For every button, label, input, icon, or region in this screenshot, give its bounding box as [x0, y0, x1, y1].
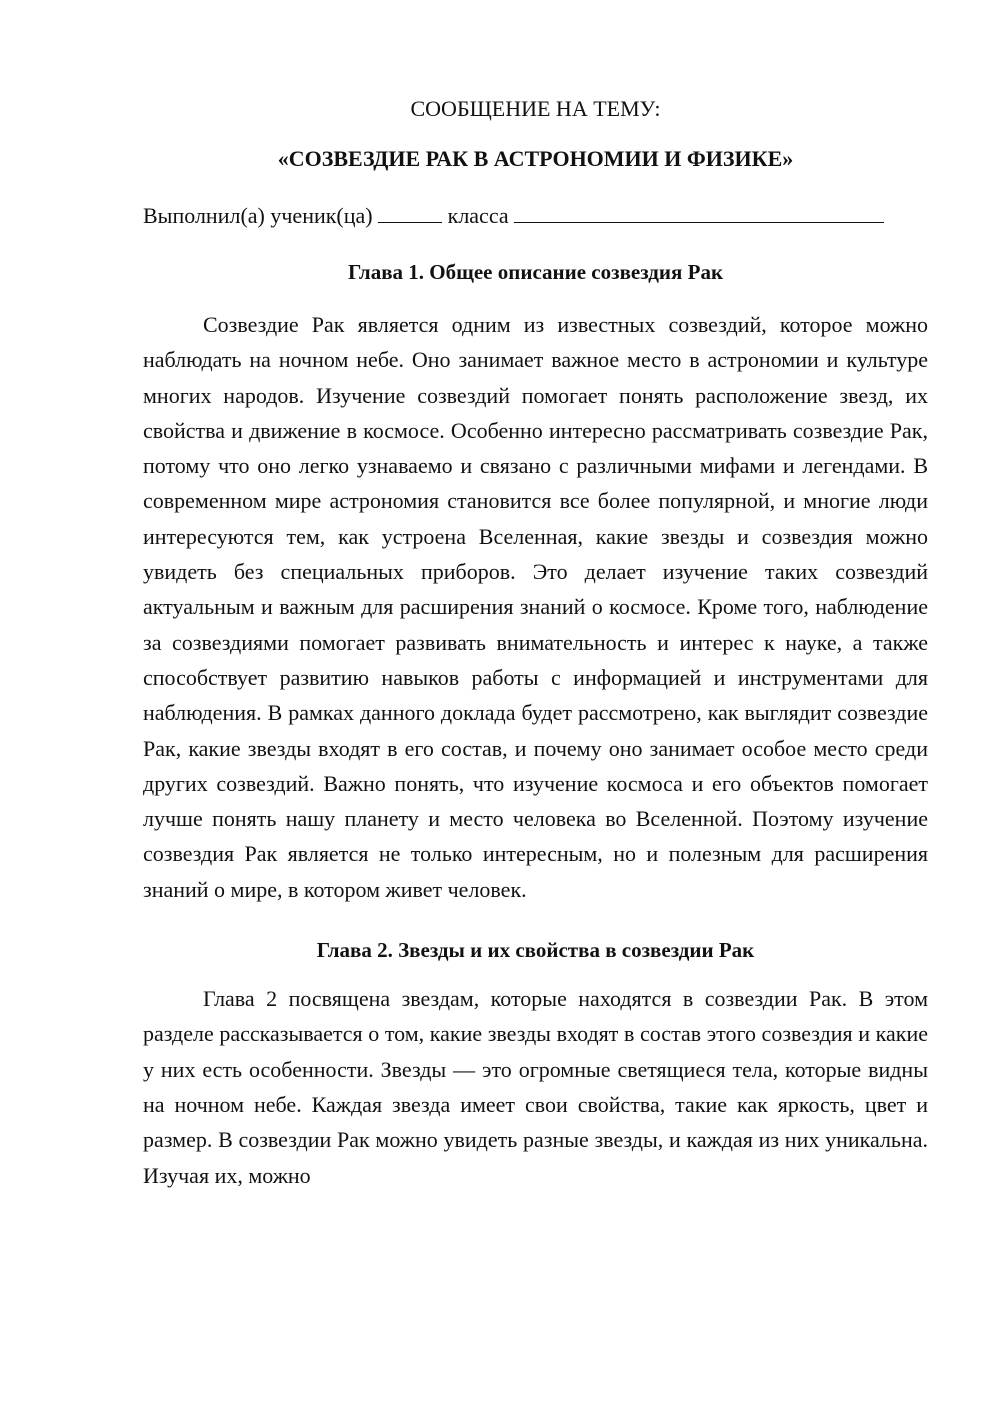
author-middle: класса [447, 203, 509, 228]
chapter-2-paragraph: Глава 2 посвящена звездам, которые находятся в созвездии Рак. В этом разделе рассказывается о том, какие звезды входят в состав этого созвездия и какие у них есть особенности. Звезды — это огромные светящиеся тела, которые видны на ночном небе. Каждая звезда имеет свои свойства, такие как яркость, цвет и размер. В созвездии Рак можно увидеть разные звезды, и каждая из них уникальна. Изучая их, можно [143, 986, 928, 1188]
document-title: «СОЗВЕЗДИЕ РАК В АСТРОНОМИИ И ФИЗИКЕ» [277, 146, 794, 171]
chapter-1-heading: Глава 1. Общее описание созвездия Рак [347, 260, 724, 284]
subject-line: СООБЩЕНИЕ НА ТЕМУ: [410, 96, 661, 121]
chapter-2-heading: Глава 2. Звезды и их свойства в созвездии Рак [316, 938, 755, 963]
grade-blank [378, 200, 442, 223]
name-blank [514, 200, 884, 223]
author-line [143, 200, 928, 231]
author-prefix: Выполнил(а) ученик(ца) [143, 203, 373, 228]
chapter-1-paragraph: Созвездие Рак является одним из известных созвездий, которое можно наблюдать на ночном небе. Оно занимает важное место в астрономии и культуре многих народов. Изучение созвездий помогает понять расположение звезд, их свойства и движение в космосе. Особенно интересно рассматривать созвездие Рак, потому что оно легко узнаваемо и связано с различными мифами и легендами. В современном мире астрономия становится все более популярной, и многие люди интересуются тем, как устроена Вселенная, какие звезды и созвездия можно увидеть без специальных приборов. Это делает изучение таких созвездий актуальным и важным для расширения знаний о космосе. Кроме того, наблюдение за созвездиями помогает развивать внимательность и интерес к науке, а также способствует развитию навыков работы с информацией и инструментами для наблюдения. В рамках данного доклада будет рассмотрено, как выглядит созвездие Рак, какие звезды входят в его состав, и почему оно занимает особое место среди других созвездий. Важно понять, что изучение космоса и его объектов помогает лучше понять нашу планету и место человека во Вселенной. Поэтому изучение созвездия Рак является не только интересным, но и полезным для расширения знаний о мире, в котором живет человек. [143, 312, 928, 902]
document-page [143, 94, 928, 1193]
